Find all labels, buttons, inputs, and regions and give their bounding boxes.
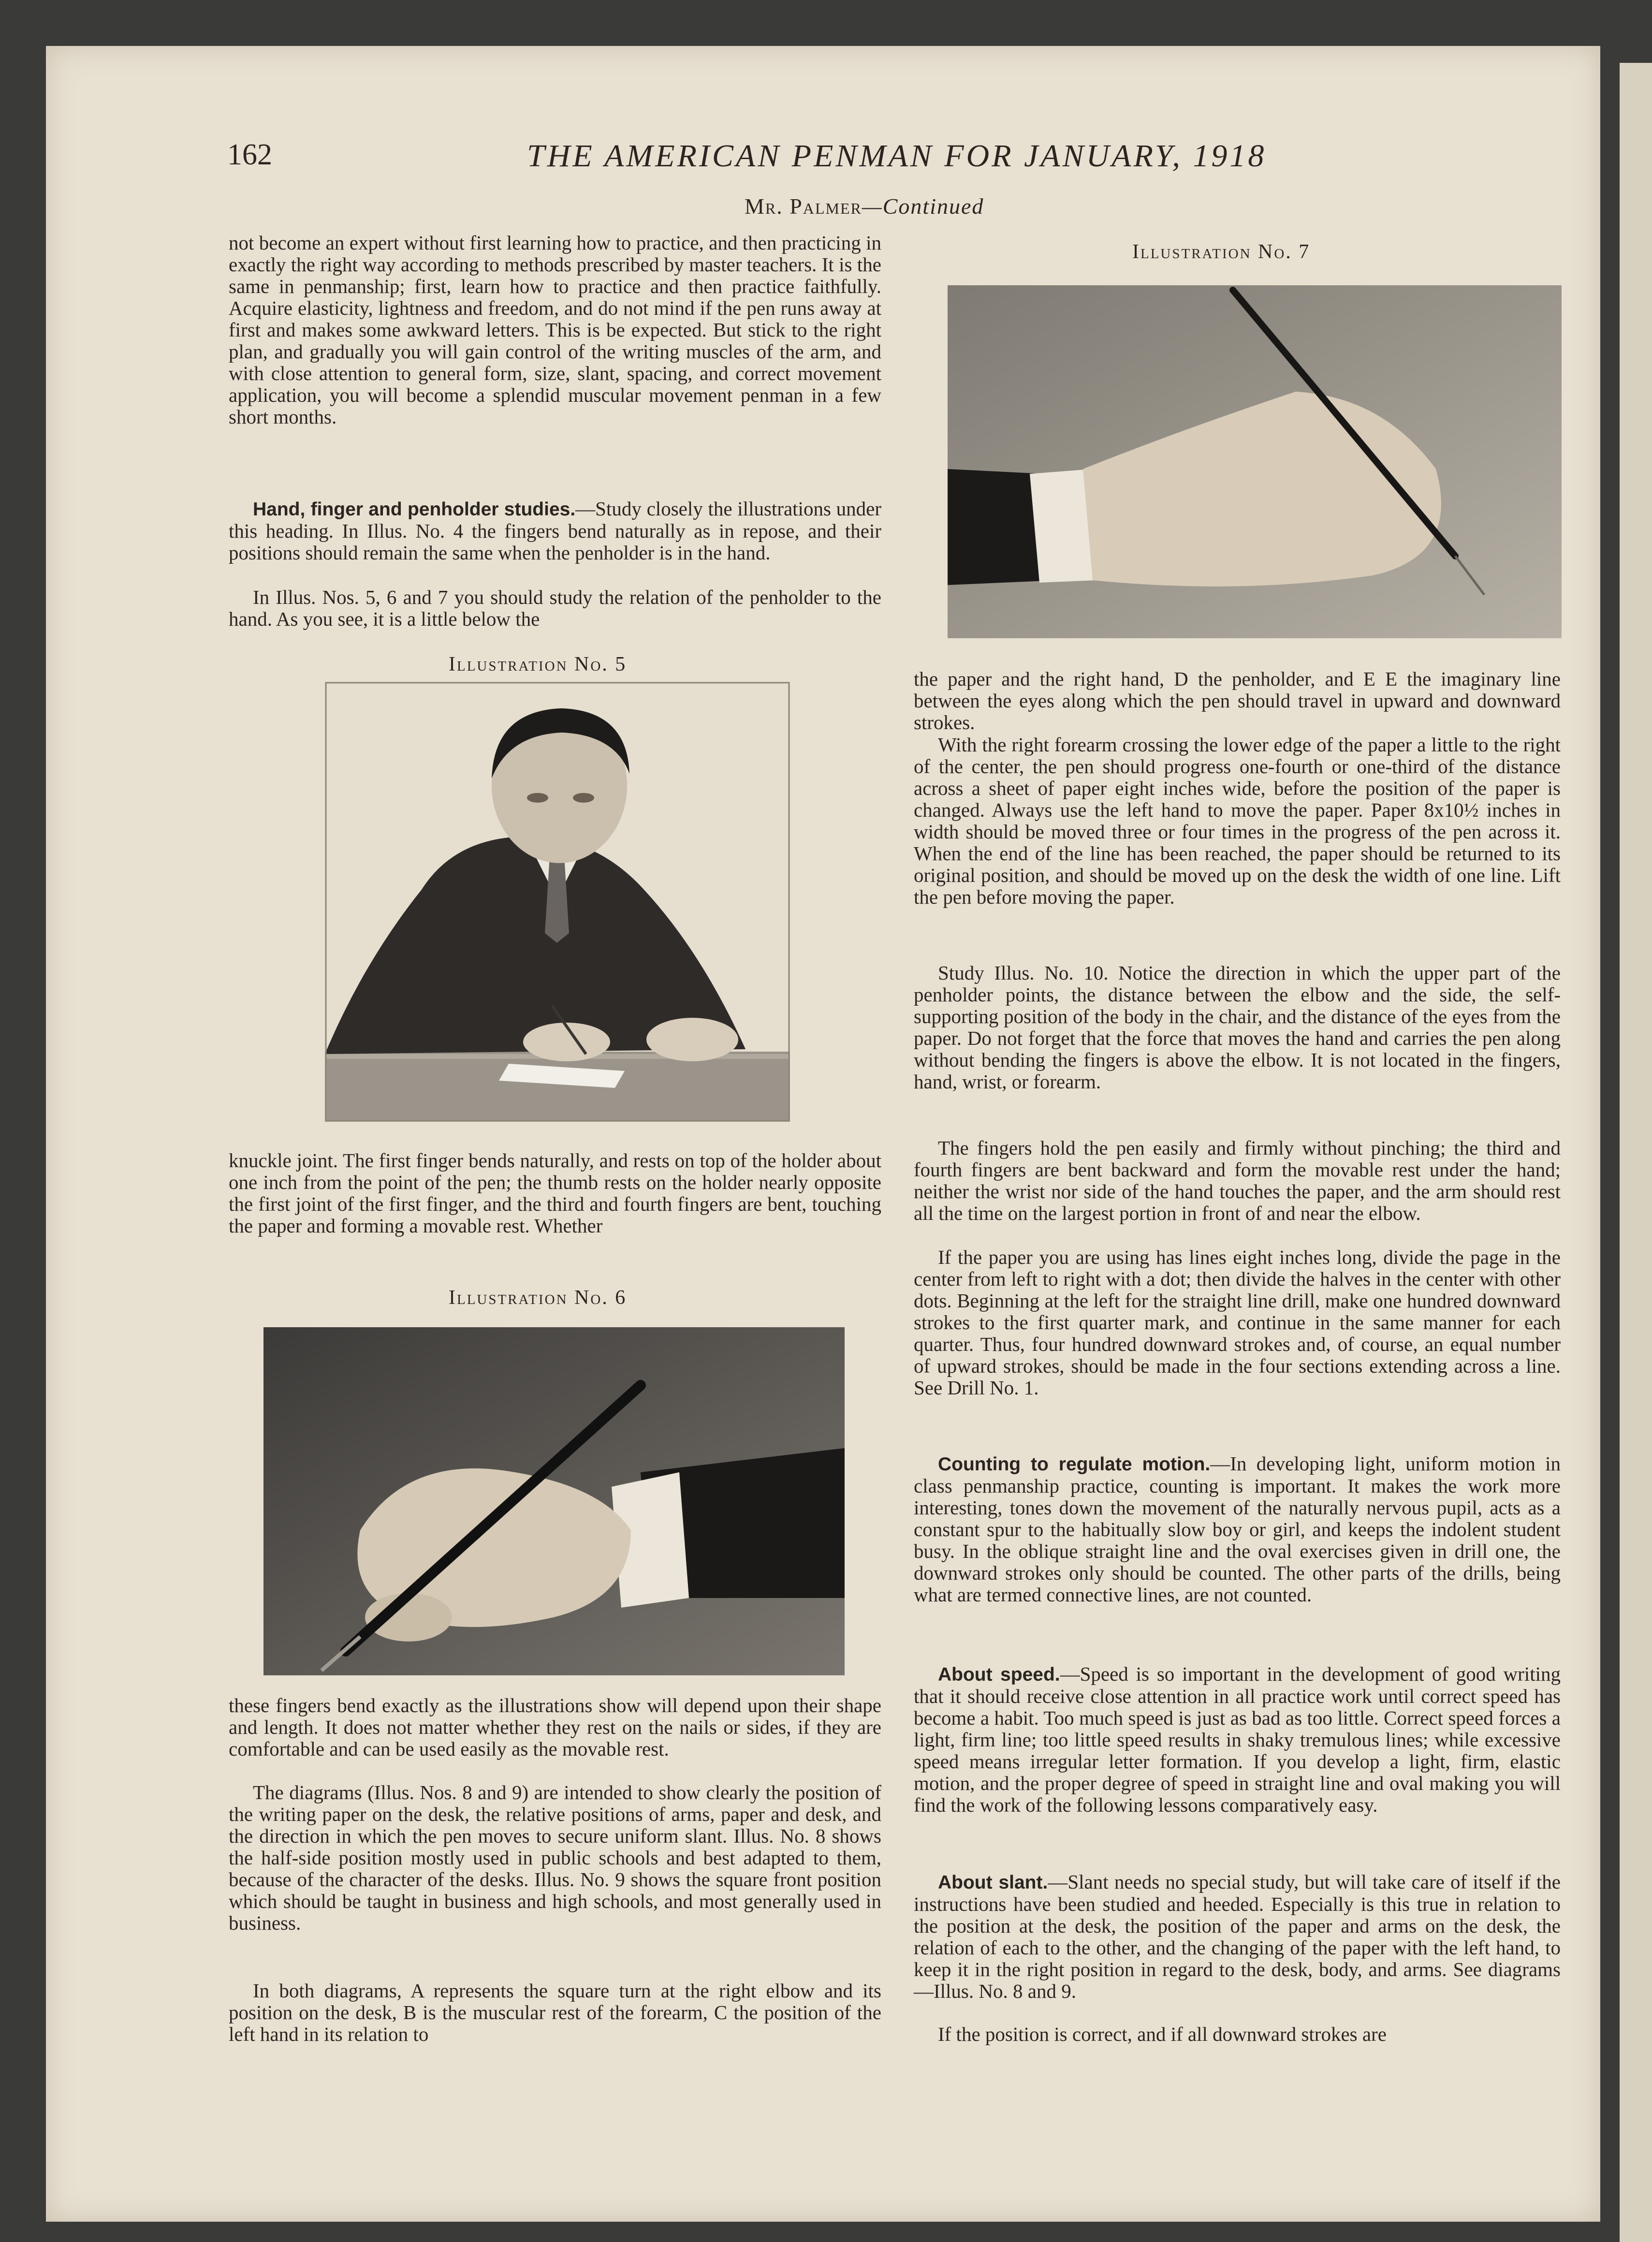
right-paragraph-8-text: —Slant needs no special study, but will take care of itself if the instructions have been studied and heeded. Especially is this true in relation to the position at the desk, the position of the paper and arms on the desk, the relation of each to the other, and the changing of the paper with the left hand, to keep it in the right position in regard to the desk, body, and arms. See diagrams—Illus. No. 8 and 9. bbox=[914, 1871, 1561, 2002]
continued-line bbox=[745, 193, 984, 219]
left-paragraph-3: In Illus. Nos. 5, 6 and 7 you should study the relation of the penholder to the hand. As you see, it is a little below the bbox=[229, 586, 881, 630]
right-paragraph-5: If the paper you are using has lines eight inches long, divide the page in the center from left to right with a dot; then divide the halves in the center with other dots. Beginning at the left for the straight line drill, make one hundred downward strokes to the first quarter mark, and continue in the same manner for each quarter. Thus, four hundred downward strokes and, of course, an equal number of upward strokes, should be made in the four sections extending across a line. See Drill No. 1. bbox=[914, 1246, 1561, 1399]
photo-hand-holding-pen-right bbox=[948, 285, 1562, 638]
left-paragraph-2 bbox=[229, 498, 881, 564]
right-paragraph-2: With the right forearm crossing the lower edge of the paper a little to the right of the center, the pen should progress one-fourth or one-third of the distance across a sheet of paper eight inches wide, before the position of the paper is changed. Always use the left hand to move the paper. Paper 8x10½ inches in width should be moved three or four times in the progress of the pen across it. When the end of the line has been reached, the paper should be returned to its original position, and should be moved up on the desk the width of one line. Lift the pen before moving the paper. bbox=[914, 733, 1561, 908]
heading-counting: Counting to regulate motion. bbox=[938, 1454, 1211, 1475]
right-paragraph-9: If the position is correct, and if all downward strokes are bbox=[938, 2023, 1387, 2045]
caption-illus-7: Illustration No. 7 bbox=[1132, 241, 1311, 263]
page-number: 162 bbox=[227, 138, 272, 171]
caption-illus-5: Illustration No. 5 bbox=[449, 653, 627, 675]
continued-author: Mr. Palmer bbox=[745, 194, 862, 219]
heading-slant: About slant. bbox=[938, 1872, 1048, 1893]
page-header bbox=[227, 138, 1566, 176]
next-page-edge bbox=[1620, 63, 1652, 2242]
left-paragraph-7: In both diagrams, A represents the square turn at the right elbow and its position on the desk, B is the muscular rest of the forearm, C the position of the left hand in its relation to bbox=[229, 1979, 881, 2045]
right-paragraph-1: the paper and the right hand, D the penholder, and E E the imaginary line between the eyes along which the pen should travel in upward and downward strokes. bbox=[914, 668, 1561, 733]
right-paragraph-7-text: —Speed is so important in the development of good writing that it should receive close attention in all practice work until correct speed has become a habit. Too much speed is just as bad as too little. Correct speed forces a light, firm line; too little speed results in shaky tremulous lines; while excessive speed means irregular letter formation. If you develop a light, firm, elastic motion, and the proper degree of speed in straight line and oval making you will find the work of the following lessons comparatively easy. bbox=[914, 1663, 1561, 1816]
left-paragraph-5: these fingers bend exactly as the illustrations show will depend upon their shape and length. It does not matter whether they rest on the nails or sides, if they are comfortable and can be used easily as the movable rest. bbox=[229, 1694, 881, 1760]
right-paragraph-6 bbox=[914, 1453, 1561, 1606]
right-paragraph-4: The fingers hold the pen easily and firmly without pinching; the third and fourth fingers are bent backward and form the movable rest under the hand; neither the wrist nor side of the hand touches the paper, and the arm should rest all the time on the largest portion in front of and near the elbow. bbox=[914, 1137, 1561, 1224]
photo-man-writing bbox=[325, 682, 790, 1122]
continued-label: —Continued bbox=[862, 194, 984, 219]
heading-speed: About speed. bbox=[938, 1664, 1060, 1685]
heading-hand-finger: Hand, finger and penholder studies. bbox=[253, 499, 576, 520]
right-paragraph-8 bbox=[914, 1871, 1561, 2002]
left-paragraph-6: The diagrams (Illus. Nos. 8 and 9) are intended to show clearly the position of the writing paper on the desk, the relative positions of arms, paper and desk, and the direction in which the pen moves to secure uniform slant. Illus. No. 8 shows the half-side position mostly used in public schools and best adapted to them, because of the character of the desks. Illus. No. 9 shows the square front position which should be taught in business and high schools, and most generally used in business. bbox=[229, 1781, 881, 1934]
right-paragraph-3: Study Illus. No. 10. Notice the direction in which the upper part of the penholder points, the distance between the elbow and the side, the self-supporting position of the body in the chair, and the distance of the eyes from the paper. Do not forget that the force that moves the hand and carries the pen along without bending the fingers is above the elbow. It is not located in the fingers, hand, wrist, or forearm. bbox=[914, 962, 1561, 1093]
right-paragraph-6-text: —In developing light, uniform motion in class penmanship practice, counting is important. It makes the work more interesting, tones down the movement of the naturally nervous pupil, acts as a constant spur to the habitually slow boy or girl, and keeps the indolent student busy. In the oblique straight line and the oval exercises given in drill one, the downward strokes only should be counted. The other parts of the drills, being what are termed connective lines, are not counted. bbox=[914, 1452, 1561, 1606]
running-head: THE AMERICAN PENMAN FOR JANUARY, 1918 bbox=[527, 138, 1267, 174]
left-paragraph-4: knuckle joint. The first finger bends naturally, and rests on top of the holder about one inch from the point of the pen; the thumb rests on the holder nearly opposite the first joint of the first finger, and the third and fourth fingers are bent, touching the paper and forming a movable rest. Whether bbox=[229, 1149, 881, 1237]
left-paragraph-1: not become an expert without first learning how to practice, and then practicing in exactly the right way according to methods prescribed by master teachers. It is the same in penmanship; first, learn how to practice and then practice faithfully. Acquire elasticity, lightness and freedom, and do not mind if the pen runs away at first and makes some awkward letters. This is be expected. But stick to the right plan, and gradually you will gain control of the writing muscles of the arm, and with close attention to general form, size, slant, spacing, and correct movement application, you will become a splendid muscular movement penman in a few short months. bbox=[229, 232, 881, 428]
caption-illus-6: Illustration No. 6 bbox=[449, 1287, 627, 1309]
photo-hand-holding-pen-left bbox=[263, 1327, 845, 1675]
left-paragraph-2-text: —Study closely the illustrations under this heading. In Illus. No. 4 the fingers bend naturally as in repose, and their positions should remain the same when the penholder is in the hand. bbox=[229, 498, 881, 564]
right-paragraph-7 bbox=[914, 1663, 1561, 1816]
